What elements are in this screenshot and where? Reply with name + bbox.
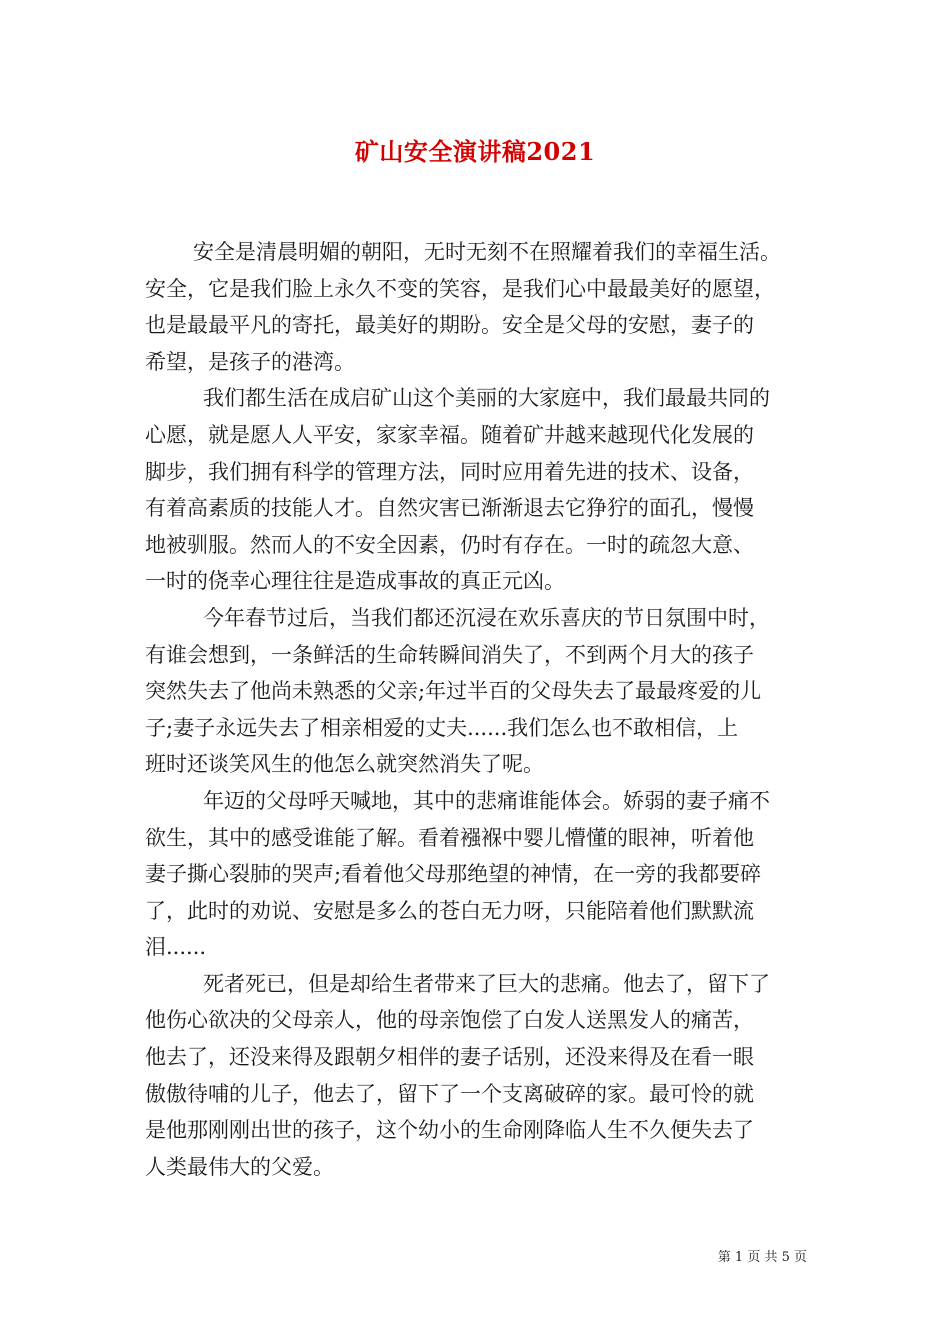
text-line: 了，此时的劝说、安慰是多么的苍白无力呀，只能陪着他们默默流 — [145, 898, 754, 923]
paragraph-2 — [145, 380, 815, 600]
page-number-footer: 第 1 页 共 5 页 — [717, 1250, 807, 1265]
text-line: 子;妻子永远失去了相亲相爱的丈夫......我们怎么也不敢相信，上 — [145, 715, 739, 740]
text-line: 希望，是孩子的港湾。 — [145, 349, 355, 374]
text-line: 有着高素质的技能人才。自然灾害已渐渐退去它狰狞的面孔，慢慢 — [145, 496, 754, 521]
document-title: 矿山安全演讲稿2021 — [354, 137, 596, 166]
paragraph-5 — [145, 966, 815, 1186]
text-line: 一时的侥幸心理往往是造成事故的真正元凶。 — [145, 569, 565, 594]
text-line: 妻子撕心裂肺的哭声;看着他父母那绝望的神情，在一旁的我都要碎 — [145, 862, 762, 887]
paragraph-4 — [145, 783, 815, 966]
text-line: 突然失去了他尚未熟悉的父亲;年过半百的父母失去了最最疼爱的儿 — [145, 679, 762, 704]
paragraph-1 — [145, 234, 815, 380]
document-body — [145, 234, 815, 1185]
text-line: 心愿，就是愿人人平安，家家幸福。随着矿井越来越现代化发展的 — [145, 422, 754, 447]
text-line: 有谁会想到，一条鲜活的生命转瞬间消失了，不到两个月大的孩子 — [145, 642, 754, 667]
text-line: 死者死已，但是却给生者带来了巨大的悲痛。他去了，留下了 — [203, 971, 770, 996]
paragraph-3 — [145, 600, 815, 783]
text-line: 年迈的父母呼天喊地，其中的悲痛谁能体会。娇弱的妻子痛不 — [203, 788, 770, 813]
text-line: 欲生，其中的感受谁能了解。看着襁褓中婴儿懵懂的眼神，听着他 — [145, 825, 754, 850]
text-line: 也是最最平凡的寄托，最美好的期盼。安全是父母的安慰，妻子的 — [145, 313, 754, 338]
text-line: 泪...... — [145, 935, 207, 960]
text-line: 他伤心欲决的父母亲人，他的母亲饱偿了白发人送黑发人的痛苦， — [145, 1008, 754, 1033]
text-line: 班时还谈笑风生的他怎么就突然消失了呢。 — [145, 752, 544, 777]
text-line: 他去了，还没来得及跟朝夕相伴的妻子话别，还没来得及在看一眼 — [145, 1045, 754, 1070]
text-line: 人类最伟大的父爱。 — [145, 1154, 334, 1179]
text-line: 是他那刚刚出世的孩子，这个幼小的生命刚降临人生不久便失去了 — [145, 1118, 754, 1143]
text-line: 安全，它是我们脸上永久不变的笑容，是我们心中最最美好的愿望， — [145, 276, 775, 301]
text-line: 傲傲待哺的儿子，他去了，留下了一个支离破碎的家。最可怜的就 — [145, 1081, 754, 1106]
text-line: 安全是清晨明媚的朝阳，无时无刻不在照耀着我们的幸福生活。 — [193, 240, 781, 264]
text-line: 我们都生活在成启矿山这个美丽的大家庭中，我们最最共同的 — [203, 386, 770, 411]
text-line: 地被驯服。然而人的不安全因素，仍时有存在。一时的疏忽大意、 — [145, 532, 754, 557]
text-line: 脚步，我们拥有科学的管理方法，同时应用着先进的技术、设备， — [145, 459, 754, 484]
text-line: 今年春节过后，当我们都还沉浸在欢乐喜庆的节日氛围中时， — [203, 605, 770, 630]
